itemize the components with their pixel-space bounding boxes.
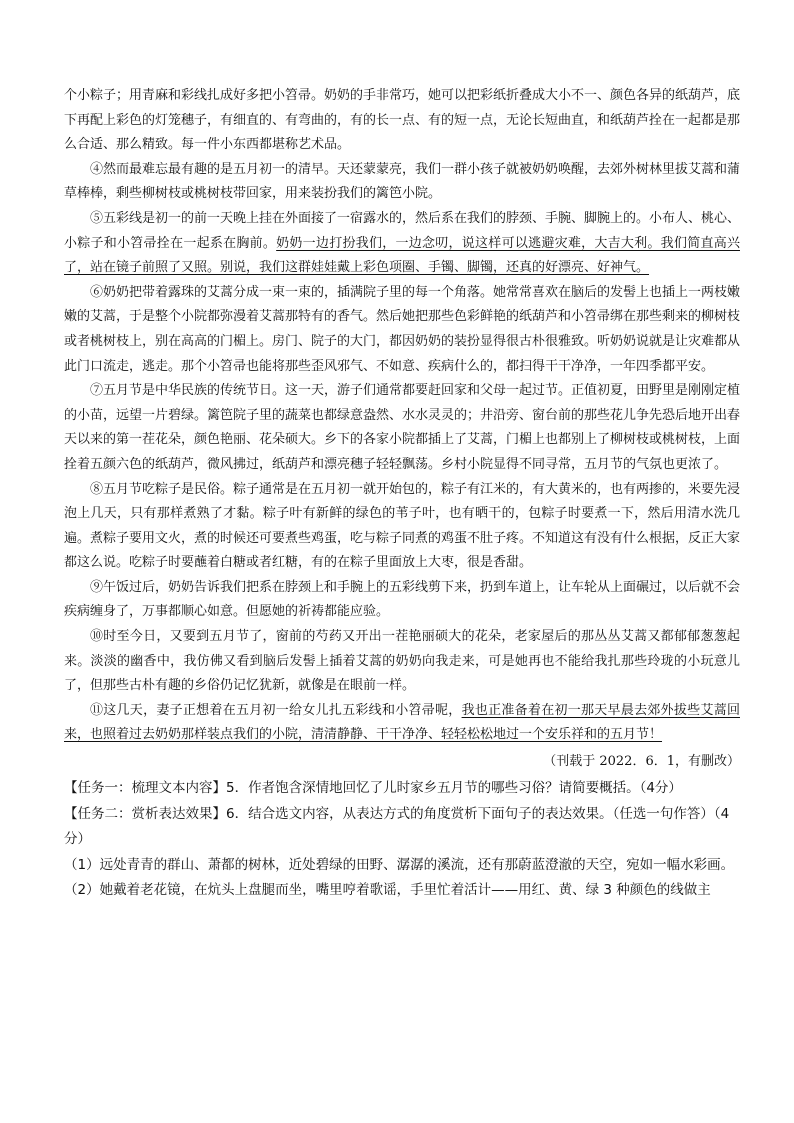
citation: （刊载于 2022．6．1，有删改） bbox=[543, 754, 740, 770]
paragraph-5 bbox=[64, 207, 740, 281]
task-2-question: 6．结合选文内容，从表达方式的角度赏析下面句子的表达效果。（任选一句作答）（4分） bbox=[64, 805, 730, 848]
task-1-tag: 【任务一：梳理文本内容】 bbox=[64, 780, 226, 797]
paragraph-5-underlined: 奶奶一边打扮我们，一边念叨，说这样可以逃避灾难，大吉大利。我们简直高兴了，站在镜子前照了又照。别说，我们这群娃娃戴上彩色项圈、手镯、脚镯，还真的好漂亮、好神气。 bbox=[64, 235, 740, 276]
paragraph-9: ⑨午饭过后，奶奶告诉我们把系在脖颈上和手腕上的五彩线剪下来，扔到车道上，让车轮从上面碾过，以后就不会疾病缠身了，万事都顺心如意。但愿她的祈祷都能应验。 bbox=[64, 579, 741, 620]
paragraph-intro: 个小粽子；用青麻和彩线扎成好多把小笤帚。奶奶的手非常巧，她可以把彩纸折叠成大小不一、颜色各异的纸葫芦，底下再配上彩色的灯笼穗子，有细直的、有弯曲的，有的长一点、有的短一点，无论长短曲直，和纸葫芦拴在一起都是那么合适、那么精致。每一件小东西都堪称艺术品。 bbox=[64, 88, 741, 153]
paragraph-7: ⑦五月节是中华民族的传统节日。这一天，游子们通常都要赶回家和父母一起过节。正值初夏，田野里是刚刚定植的小苗，远望一片碧绿。篱笆院子里的蔬菜也都绿意盎然、水水灵灵的；井沿旁、窗台前的那些花儿争先恐后地开出春天以来的第一茬花朵，颜色艳丽、花朵硕大。乡下的各家小院都插上了艾蒿，门楣上也都别上了柳树枝或桃树枝，上面拴着五颜六色的纸葫芦，微风拂过，纸葫芦和漂亮穗子轻轻飘荡。乡村小院显得不同寻常，五月节的气氛也更浓了。 bbox=[64, 383, 741, 472]
paragraph-4: ④然而最难忘最有趣的是五月初一的清早。天还蒙蒙亮，我们一群小孩子就被奶奶唤醒，去郊外树林里拔艾蒿和蒲草棒棒，剩些柳树枝或桃树枝带回家，用来装扮我们的篱笆小院。 bbox=[64, 161, 741, 202]
document-page bbox=[64, 84, 740, 904]
paragraph-8: ⑧五月节吃粽子是民俗。粽子通常是在五月初一就开始包的，粽子有江米的，有大黄米的，也有两掺的，米要先浸泡上几天，只有那样煮熟了才黏。粽子叶有新鲜的绿色的苇子叶，也有晒干的，包粽子时要煮一下，然后用清水洗几遍。煮粽子要用文火，煮的时候还可要煮些鸡蛋，吃与粽子同煮的鸡蛋不肚子疼。不知道这有没有什么根据，反正大家都这么说。吃粽子时要蘸着白糖或者红糖，有的在粽子里面放上大枣，很是香甜。 bbox=[64, 481, 741, 571]
paragraph-6: ⑥奶奶把带着露珠的艾蒿分成一束一束的，插满院子里的每一个角落。她常常喜欢在脑后的发髻上也插上一两枝嫩嫩的艾蒿，于是整个小院都弥漫着艾蒿那特有的香气。然后她把那些色彩鲜艳的纸葫芦和小笤帚绑在那些剩来的柳树枝或者桃树枝上，别在高高的门楣上。房门、院子的大门，都因奶奶的装扮显得很古朴很雅致。听奶奶说就是让灾难都从此门口流走，逃走。那个小笤帚也能将那些歪风邪气、不如意、疾病什么的，都扫得干干净净，一年四季都平安。 bbox=[64, 284, 741, 374]
paragraph-11-text: ⑪这几天，妻子正想着在五月初一给女儿扎五彩线和小笤帚呢， bbox=[90, 702, 462, 718]
task-1 bbox=[64, 776, 740, 802]
paragraph-5-text: ⑤五彩线是初一的前一天晚上挂在外面接了一宿露水的，然后系在我们的脖颈、手腕、脚腕上的。小布人、桃心、小粽子和小笤帚拴在一起系在胸前。 bbox=[64, 210, 741, 251]
paragraph-10: ⑩时至今日，又要到五月节了，窗前的芍药又开出一茬艳丽硕大的花朵，老家屋后的那丛丛艾蒿又都郁郁葱葱起来。淡淡的幽香中，我仿佛又看到脑后发髻上插着艾蒿的奶奶向我走来，可是她再也不能给我扎那些玲珑的小玩意儿了，但那些古朴有趣的乡俗仍记忆犹新，就像是在眼前一样。 bbox=[64, 629, 740, 694]
paragraph-11 bbox=[64, 699, 740, 748]
task-2-tag: 【任务二：赏析表达效果】 bbox=[64, 805, 226, 822]
paragraph-11-underlined: 我也正准备着在初一那天早晨去郊外拔些艾蒿回来，也照着过去奶奶那样装点我们的小院，清清静静、干干净净、轻轻松松地过一个安乐祥和的五月节！ bbox=[64, 702, 740, 743]
task-1-question: 5．作者饱含深情地回忆了儿时家乡五月节的哪些习俗？请简要概括。（4分） bbox=[226, 780, 682, 797]
task-2 bbox=[64, 802, 740, 853]
task-2-item-1: （1）远处青青的群山、萧都的树林，近处碧绿的田野、潺潺的溪流，还有那蔚蓝澄澈的天空，宛如一幅水彩画。 bbox=[64, 856, 735, 873]
task-2-item-2: （2）她戴着老花镜，在炕头上盘腿而坐，嘴里哼着歌谣，手里忙着活计——用红、黄、绿 3 种颜色的线做主 bbox=[64, 882, 711, 899]
